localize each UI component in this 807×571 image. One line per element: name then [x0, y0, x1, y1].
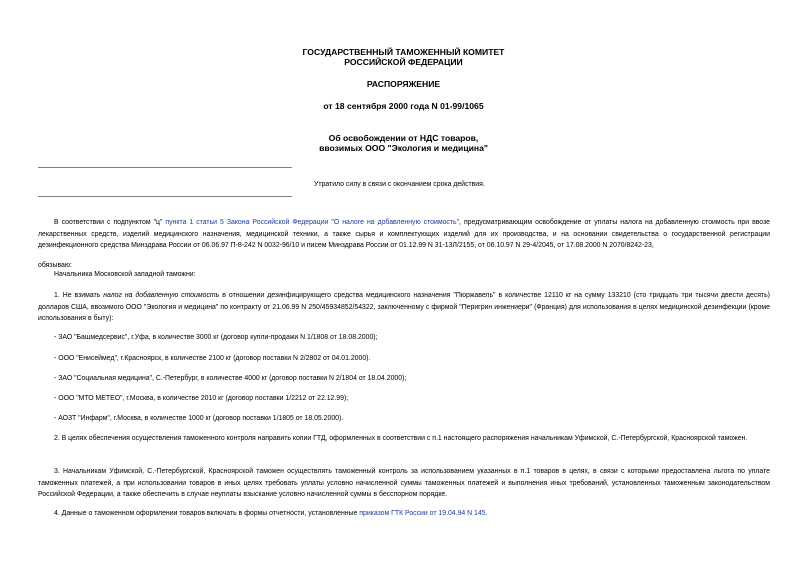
- preamble-text-start: В соответствии с подпунктом "ц": [54, 219, 166, 226]
- law-link[interactable]: пункта 1 статьи 5 Закона Российской Федерации "О налоге на добавленную стоимость": [165, 219, 460, 226]
- addressee: Начальника Московской западной таможни:: [54, 271, 196, 278]
- preamble: [38, 217, 770, 252]
- org-name-line2: РОССИЙСКОЙ ФЕДЕРАЦИИ: [344, 57, 463, 67]
- supplier-item: - ЗАО "Башмедсервис", г.Уфа, в количестве 3000 кг (договор купли-продажи N 1/1808 от 18.08.2000);: [54, 334, 378, 341]
- item-1-tax-name: налог на добавленную стоимость: [103, 292, 220, 299]
- supplier-item: - ООО "Енисеймед", г.Красноярск, в количестве 2100 кг (договор поставки N 2/2802 от 04.01.2000).: [54, 355, 371, 362]
- status-note: Утратило силу в связи с окончанием срока действия.: [314, 181, 485, 188]
- item-1-text: в отношении дезинфицирующего средства медицинского назначения "Пюржавель" в количестве 12110 кг на сумму 133210 (сто тридцать три тысячи двести десять) долларов США, ввозимого ООО "Экология и медицина" по контракту от 21.06.99 N 250/45934852/54322, заключенному с фирмой "Перигрин инжениери" (Франция) для использования в целях медицинской дезинфекции (кроме использования в быту):: [38, 292, 770, 323]
- supplier-item: - ЗАО "Социальная медицина", С.-Петербург, в количестве 4000 кг (договор поставки N 2/1804 от 18.04.2000);: [54, 375, 407, 382]
- supplier-item: - АОЗТ "Инфарм", г.Москва, в количестве 1000 кг (договор поставки 1/1805 от 18.05.2000).: [54, 415, 344, 422]
- doc-title-line2: ввозимых ООО "Экология и медицина": [319, 143, 488, 153]
- separator-top: [38, 167, 292, 168]
- org-name-line1: ГОСУДАРСТВЕННЫЙ ТАМОЖЕННЫЙ КОМИТЕТ: [302, 47, 505, 57]
- separator-bottom: [38, 196, 292, 197]
- item-4-end: .: [485, 510, 488, 517]
- item-1-lead: 1. Не взимать: [54, 292, 104, 299]
- doc-date: от 18 сентября 2000 года N 01-99/1065: [323, 101, 484, 111]
- order-link[interactable]: приказом ГТК России от 19.04.94 N 145: [359, 510, 486, 517]
- doc-title-line1: Об освобождении от НДС товаров,: [328, 133, 479, 143]
- supplier-item: - ООО "МТО МЕТЕО", г.Москва, в количестве 2010 кг (договор поставки 1/2212 от 22.12.99);: [54, 395, 349, 402]
- doc-type: РАСПОРЯЖЕНИЕ: [366, 79, 441, 89]
- item-4: [38, 508, 770, 520]
- preamble-text-rest: , предусматривающим освобождение от уплаты налога на добавленную стоимость при ввозе лекарственных средств, изделий медицинского назначения, медицинской техники, а также сырья и комплектующих изделий для их производства, и на основании свидетельства о государственной регистрации дезинфекционного средства Минздрава России от 06.06.97 П-8-242 N 0032-96/10 и писем Минздрава России от 01.12.99 N 31-13Л/2155, от 06.10.97 N 29-4/2045, от 17.08.2000 N 2070/8242-23,: [38, 219, 770, 250]
- obligate-word: обязываю:: [38, 262, 72, 269]
- item-1: [38, 290, 770, 325]
- item-2: 2. В целях обеспечения осуществления таможенного контроля направить копии ГТД, оформленных в соответствии с п.1 настоящего распоряжения начальникам Уфимской, С.-Петербургской, Красноярской таможен.: [54, 435, 748, 442]
- item-4-text: 4. Данные о таможенном оформлении товаров включать в формы отчетности, установленные: [54, 510, 360, 517]
- item-3: 3. Начальникам Уфимской, С.-Петербургской, Красноярской таможен осуществлять таможенный контроль за использованием указанных в п.1 товаров в целях, в связи с которыми предоставлена льгота по уплате таможенных платежей, а при использовании товаров в иных целях требовать уплаты условно начисленной суммы таможенных платежей и выполнения иных требований, установленных таможенным законодательством Российской Федерации, а также обеспечить в случае неуплаты взыскание условно начисленной суммы в бесспорном порядке.: [38, 468, 770, 499]
